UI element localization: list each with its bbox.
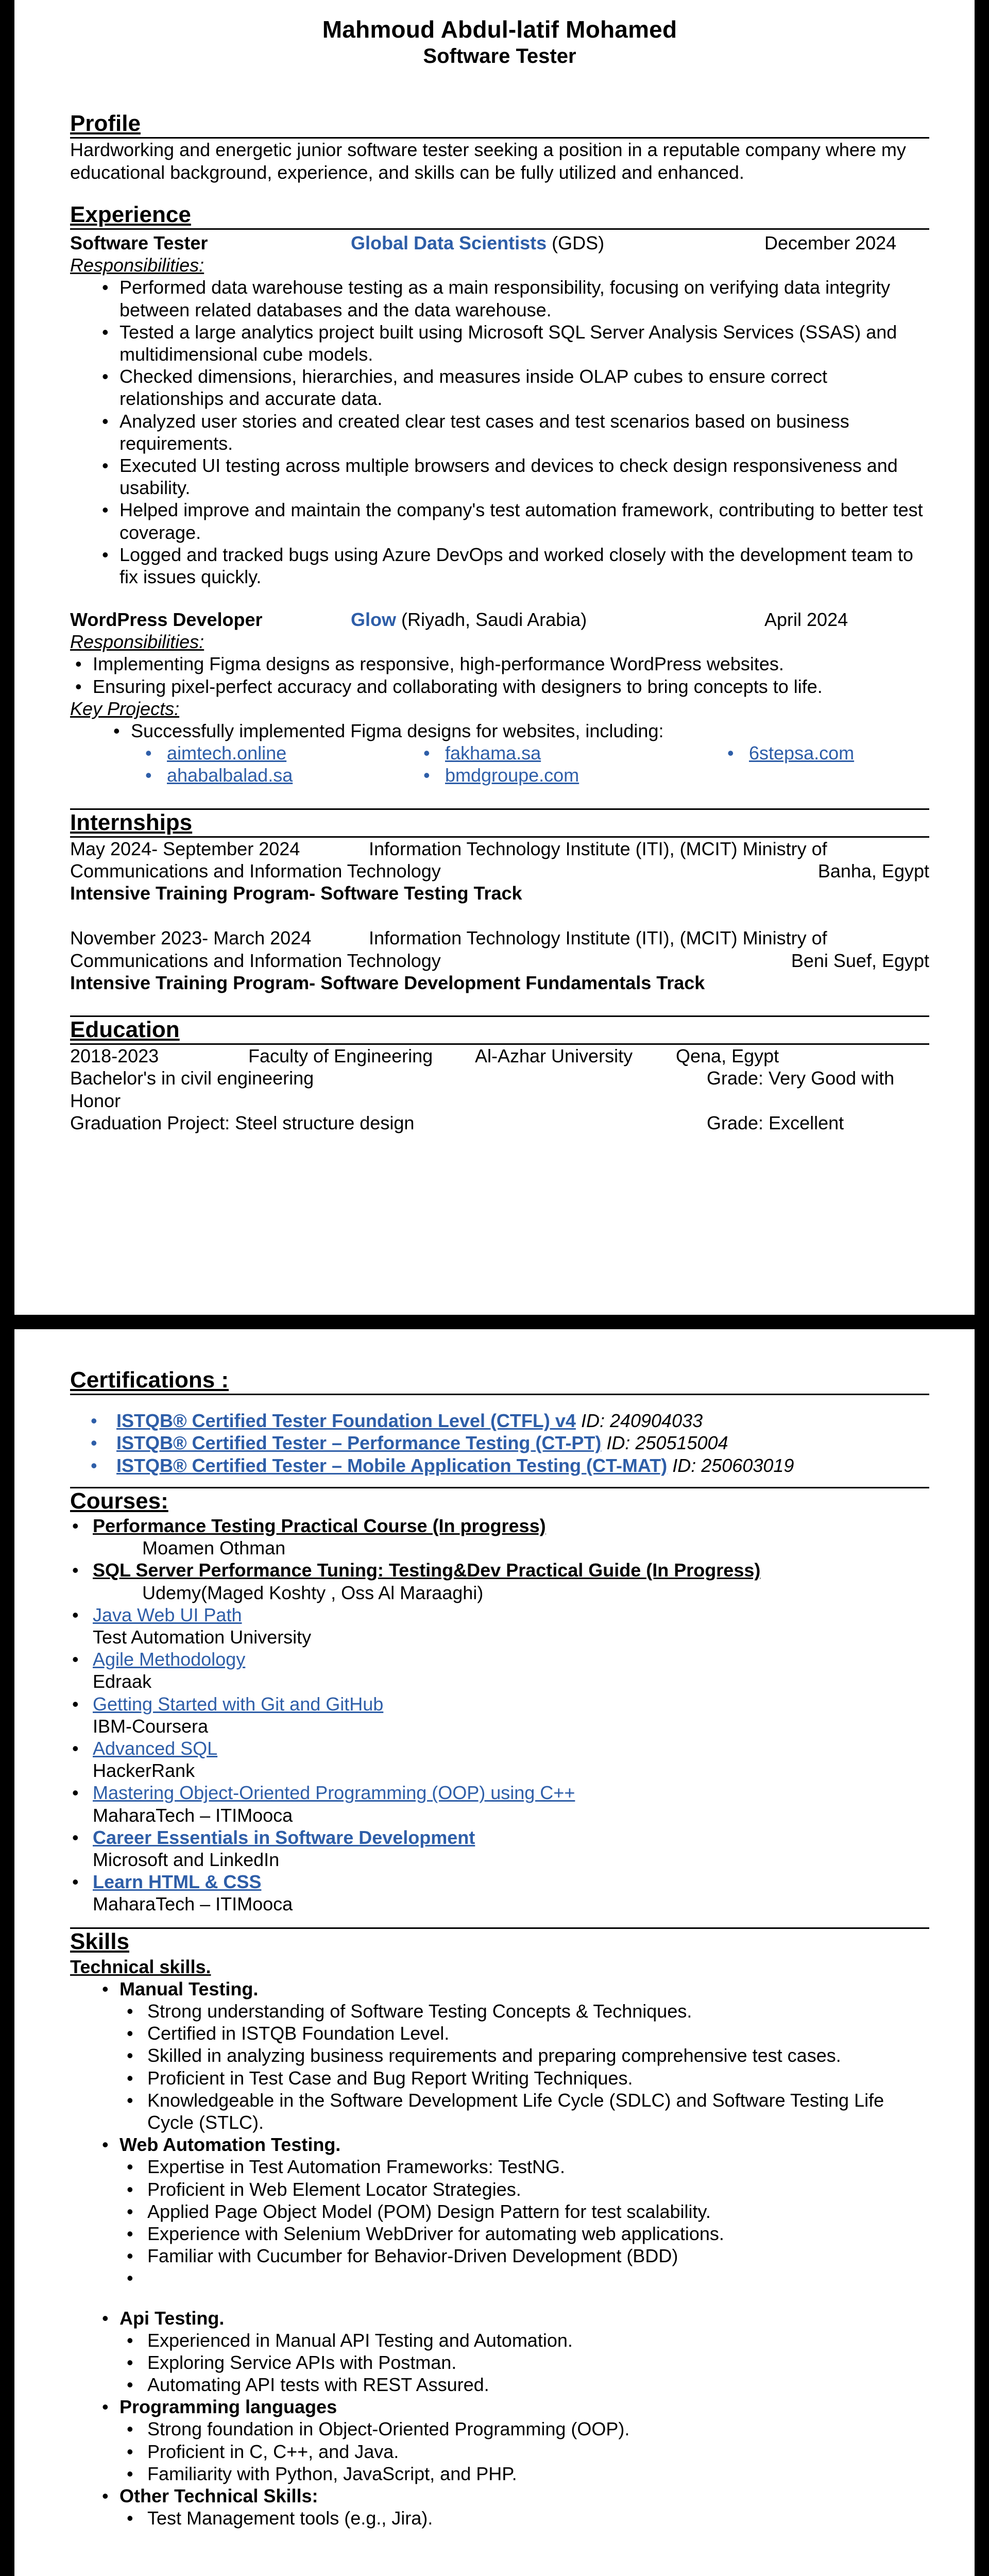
internship-location: Banha, Egypt	[817, 860, 929, 882]
list-item: • Getting Started with Git and GitHub IBM-Coursera	[70, 1693, 929, 1737]
list-item: • Logged and tracked bugs using Azure DevOps and worked closely with the development team to fix issues quickly.	[70, 544, 929, 588]
courses-list	[70, 1515, 929, 1915]
education-heading: Education	[70, 1017, 929, 1045]
course-link[interactable]: Career Essentials in Software Development	[93, 1826, 475, 1848]
internship-org: Information Technology Institute (ITI), (MCIT) Ministry of	[369, 927, 827, 949]
course-link[interactable]: Agile Methodology	[93, 1649, 246, 1670]
education-degree: Bachelor's in civil engineering	[70, 1067, 314, 1089]
list-item: • Knowledgeable in the Software Development Life Cycle (SDLC) and Software Testing Life Cycle (STLC).	[70, 2089, 929, 2133]
profile-text: Hardworking and energetic junior software tester seeking a position in a reputable company where my educational background, experience, and skills can be fully utilized and enhanced.	[70, 139, 906, 183]
list-item: • Performance Testing Practical Course (In progress) Moamen Othman	[70, 1515, 929, 1559]
list-item: • Proficient in C, C++, and Java.	[70, 2441, 929, 2463]
list-item: • Experienced in Manual API Testing and Automation.	[70, 2329, 929, 2351]
list-item: • Automating API tests with REST Assured.	[70, 2374, 929, 2396]
company-name: Global Data Scientists	[351, 232, 547, 254]
list-item: • Strong foundation in Object-Oriented Programming (OOP).	[70, 2418, 929, 2440]
education-grade: Grade: Very Good with	[707, 1067, 895, 1089]
resume-page-1	[14, 0, 975, 1315]
project-links	[145, 742, 929, 786]
link-aimtech[interactable]: aimtech.online	[167, 742, 287, 764]
internship-track: Intensive Training Program- Software Development Fundamentals Track	[70, 972, 705, 993]
link-6stepsa[interactable]: 6stepsa.com	[749, 742, 855, 764]
list-item: • Advanced SQL HackerRank	[70, 1737, 929, 1782]
cert-link[interactable]: ISTQB® Certified Tester – Mobile Application Testing (CT-MAT)	[116, 1454, 668, 1476]
list-item: • Performed data warehouse testing as a main responsibility, focusing on verifying data integrity between related databases and the data warehouse.	[70, 276, 929, 320]
internship-org: Information Technology Institute (ITI), (MCIT) Ministry of	[369, 838, 827, 859]
course-link[interactable]: Getting Started with Git and GitHub	[93, 1693, 384, 1715]
technical-skills-label: Technical skills.	[70, 1956, 211, 1977]
job-wordpress-developer: WordPress Developer Glow (Riyadh, Saudi Arabia) April 2024	[70, 608, 929, 631]
education-university: Al-Azhar University	[475, 1045, 633, 1067]
list-item: • Java Web UI Path Test Automation University	[70, 1604, 929, 1648]
list-item: • Applied Page Object Model (POM) Design Pattern for test scalability.	[70, 2200, 929, 2223]
list-item: • Strong understanding of Software Testing Concepts & Techniques.	[70, 2000, 929, 2022]
technical-skills-list	[70, 1978, 929, 2530]
list-item: • Proficient in Web Element Locator Strategies.	[70, 2178, 929, 2200]
list-item: • Implementing Figma designs as responsive, high-performance WordPress websites.	[70, 653, 929, 675]
list-item: • SQL Server Performance Tuning: Testing&Dev Practical Guide (In Progress) Udemy(Maged Koshty , Oss Al Maraaghi)	[70, 1559, 929, 1603]
experience-heading: Experience	[70, 202, 929, 230]
course-title: Performance Testing Practical Course (In progress)	[93, 1515, 546, 1537]
course-link[interactable]: Java Web UI Path	[93, 1604, 242, 1625]
course-link[interactable]: Advanced SQL	[93, 1737, 218, 1759]
experience-section	[70, 202, 929, 787]
education-location: Qena, Egypt	[676, 1045, 779, 1067]
list-item: • ISTQB® Certified Tester – Performance Testing (CT-PT) ID: 250515004	[70, 1432, 929, 1454]
job-software-tester: Software Tester Global Data Scientists (GDS) December 2024	[70, 232, 929, 254]
list-item: • Learn HTML & CSS MaharaTech – ITIMooca	[70, 1871, 929, 1915]
cert-link[interactable]: ISTQB® Certified Tester – Performance Testing (CT-PT)	[116, 1432, 602, 1454]
list-item: • Executed UI testing across multiple browsers and devices to check design responsiveness and usability.	[70, 454, 929, 499]
responsibilities-label: Responsibilities:	[70, 255, 204, 276]
list-item: • Ensuring pixel-perfect accuracy and collaborating with designers to bring concepts to life.	[70, 675, 929, 698]
courses-heading: Courses:	[70, 1488, 168, 1514]
list-item: • Agile Methodology Edraak	[70, 1648, 929, 1692]
job-role: Software Tester	[70, 232, 208, 254]
internship-track: Intensive Training Program- Software Testing Track	[70, 883, 522, 904]
internship-date: May 2024- September 2024	[70, 838, 300, 859]
list-item: • Test Management tools (e.g., Jira).	[70, 2507, 929, 2529]
skills-section	[70, 1927, 929, 2529]
list-item: • Manual Testing. • Strong understanding of Software Testing Concepts & Techniques. • Certified in ISTQB Foundation Level. • Skilled in analyzing business requirements and preparing comprehensive test cases. • Proficient in Test Case and Bug Report Writing Techniques. • Knowledgeable in the Software Development Life Cycle (SDLC) and Software Testing Life Cycle (STLC).	[70, 1978, 929, 2133]
list-item	[70, 2267, 929, 2289]
list-item: • Skilled in analyzing business requirements and preparing comprehensive test cases.	[70, 2044, 929, 2066]
list-item: • Api Testing. • Experienced in Manual API Testing and Automation. • Exploring Service APIs with Postman. • Automating API tests with REST Assured.	[70, 2307, 929, 2396]
key-projects-list	[70, 720, 929, 742]
education-years: 2018-2023	[70, 1045, 159, 1067]
job-date: December 2024	[764, 232, 897, 254]
internship-location: Beni Suef, Egypt	[791, 950, 929, 971]
link-ahabalbalad[interactable]: ahabalbalad.sa	[167, 765, 293, 786]
skills-heading: Skills	[70, 1929, 129, 1955]
list-item: • Checked dimensions, hierarchies, and measures inside OLAP cubes to ensure correct relationships and accurate data.	[70, 365, 929, 410]
internships-section: Internships May 2024- September 2024 Information Technology Institute (ITI), (MCIT) Ministry of Communications and Information Technology Banha, Egypt Intensive Training Program- Software Testing Track November 2023- March 2024 Information Technology Institute (ITI), (MCIT) Ministry of Communications and Information Technology Beni Suef, Egypt Intensive Training Program- Software Development Fundamentals Track	[70, 808, 929, 994]
course-title: SQL Server Performance Tuning: Testing&Dev Practical Guide (In Progress)	[93, 1560, 761, 1581]
education-faculty: Faculty of Engineering	[248, 1045, 433, 1067]
link-bmdgroupe[interactable]: bmdgroupe.com	[445, 765, 579, 786]
profile-heading: Profile	[70, 111, 929, 139]
certifications-section	[70, 1367, 929, 1477]
company-name: Glow	[351, 609, 396, 631]
candidate-title: Software Tester	[423, 45, 576, 68]
list-item: • Certified in ISTQB Foundation Level.	[70, 2022, 929, 2044]
list-item: • ISTQB® Certified Tester Foundation Level (CTFL) v4 ID: 240904033	[70, 1410, 929, 1432]
resume-page-2	[14, 1329, 975, 2576]
cert-link[interactable]: ISTQB® Certified Tester Foundation Level (CTFL) v4	[116, 1410, 576, 1432]
list-item: • Programming languages • Strong foundation in Object-Oriented Programming (OOP). • Proficient in C, C++, and Java. • Familiarity with Python, JavaScript, and PHP.	[70, 2396, 929, 2485]
list-item: • Familiarity with Python, JavaScript, and PHP.	[70, 2463, 929, 2485]
list-item: • Experience with Selenium WebDriver for automating web applications.	[70, 2223, 929, 2245]
list-item: • Career Essentials in Software Development Microsoft and LinkedIn	[70, 1826, 929, 1871]
list-item: • Analyzed user stories and created clear test cases and test scenarios based on business requirements.	[70, 410, 929, 454]
profile-section	[70, 111, 929, 183]
candidate-name: Mahmoud Abdul-latif Mohamed	[322, 16, 677, 43]
courses-section	[70, 1487, 929, 1916]
internships-heading: Internships	[70, 810, 929, 838]
key-projects-label: Key Projects:	[70, 698, 180, 719]
internship-date: November 2023- March 2024	[70, 927, 312, 949]
link-fakhama[interactable]: fakhama.sa	[445, 742, 541, 764]
list-item: • Helped improve and maintain the company's test automation framework, contributing to better test coverage.	[70, 499, 929, 543]
list-item: • Mastering Object-Oriented Programming (OOP) using C++ MaharaTech – ITIMooca	[70, 1782, 929, 1826]
job-role: WordPress Developer	[70, 609, 263, 631]
list-item: • Proficient in Test Case and Bug Report Writing Techniques.	[70, 2067, 929, 2089]
list-item: • Successfully implemented Figma designs for websites, including:	[70, 720, 929, 742]
responsibilities-label: Responsibilities:	[70, 631, 204, 653]
list-item: • Familiar with Cucumber for Behavior-Driven Development (BDD)	[70, 2245, 929, 2267]
list-item: • Exploring Service APIs with Postman.	[70, 2351, 929, 2374]
education-section: Education 2018-2023 Faculty of Engineering Al-Azhar University Qena, Egypt Bachelor's in civil engineering Grade: Very Good with Honor Graduation Project: Steel structure design Grade: Excellent	[70, 1015, 929, 1134]
job-date: April 2024	[764, 609, 848, 631]
list-item: • Tested a large analytics project built using Microsoft SQL Server Analysis Services (SSAS) and multidimensional cube models.	[70, 321, 929, 365]
graduation-project: Graduation Project: Steel structure design	[70, 1112, 415, 1133]
certifications-heading: Certifications :	[70, 1367, 929, 1395]
course-link[interactable]: Mastering Object-Oriented Programming (OOP) using C++	[93, 1782, 575, 1804]
course-link[interactable]: Learn HTML & CSS	[93, 1871, 262, 1893]
certifications-list	[70, 1410, 929, 1477]
job2-responsibilities	[70, 653, 929, 697]
graduation-project-grade: Grade: Excellent	[707, 1112, 844, 1133]
list-item: • ISTQB® Certified Tester – Mobile Application Testing (CT-MAT) ID: 250603019	[70, 1454, 929, 1477]
list-item: • Web Automation Testing. • Expertise in Test Automation Frameworks: TestNG. • Proficient in Web Element Locator Strategies. • Applied Page Object Model (POM) Design Pattern for test scalability. • Experience with Selenium WebDriver for automating web applications. • Familiar with Cucumber for Behavior-Driven Development (BDD) •	[70, 2133, 929, 2289]
list-item: • Expertise in Test Automation Frameworks: TestNG.	[70, 2156, 929, 2178]
job1-responsibilities	[70, 276, 929, 588]
list-item: • Other Technical Skills: • Test Management tools (e.g., Jira).	[70, 2485, 929, 2529]
resume-header	[70, 0, 929, 69]
